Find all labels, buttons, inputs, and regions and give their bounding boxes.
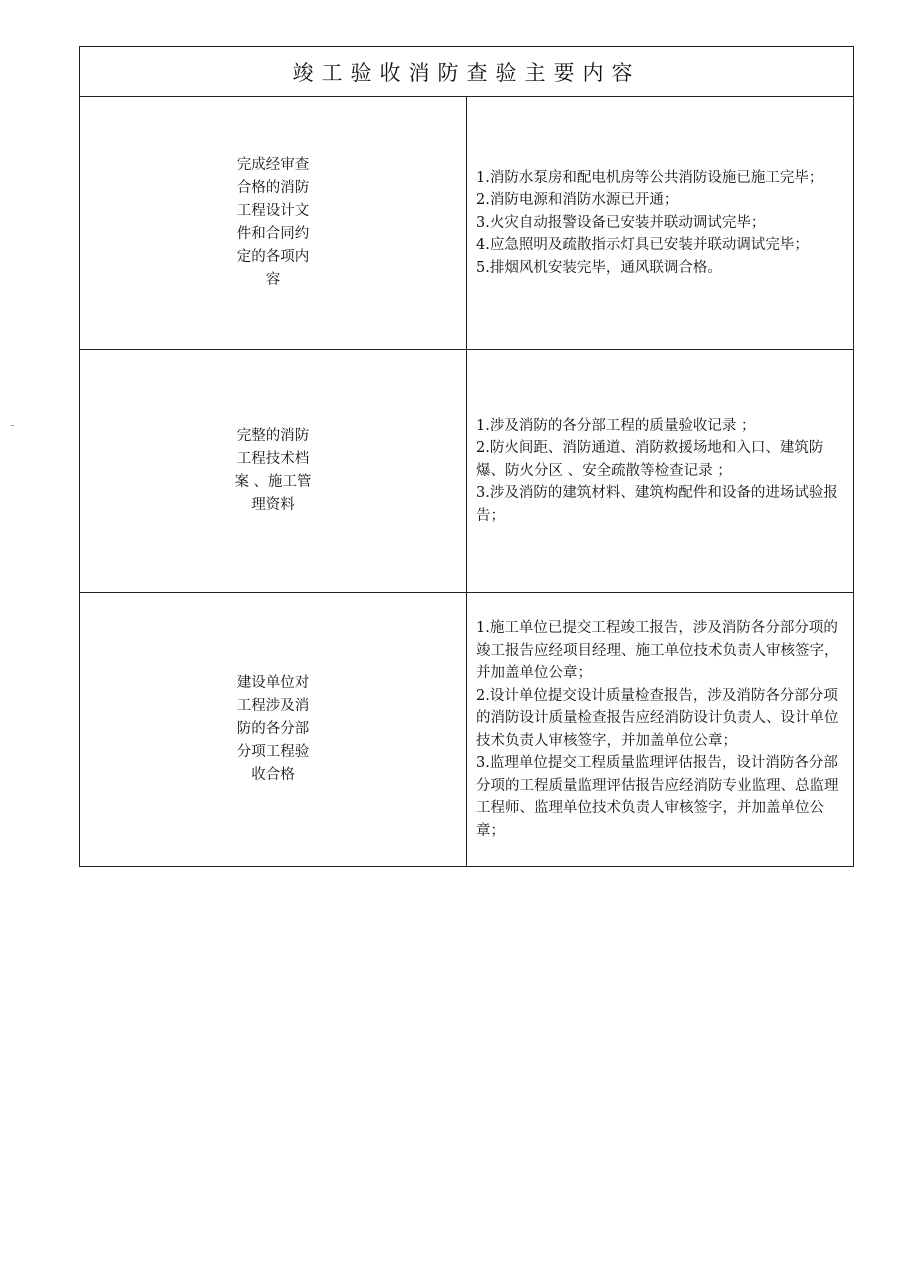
title-cell [80, 47, 854, 97]
row-content-cell [467, 350, 854, 593]
inspection-table [79, 46, 854, 867]
list-item: 4.应急照明及疏散指示灯具已安装并联动调试完毕； [476, 237, 809, 254]
row-label: 完成经审查合格的消防工程设计文件和合同约定的各项内容 [236, 157, 310, 288]
list-item: 3.监理单位提交工程质量监理评估报告，设计消防各分部分项的工程质量监理评估报告应经消防专业监理、总监理工程师、监理单位技术负责人审核签字，并加盖单位公章； [476, 755, 839, 839]
document-title: 竣工验收消防查验主要内容 [292, 60, 641, 85]
list-item: 2.设计单位提交设计质量检查报告，涉及消防各分部分项的消防设计质量检查报告应经消防设计负责人、设计单位技术负责人审核签字，并加盖单位公章； [476, 687, 839, 749]
row-label: 建设单位对工程涉及消防的各分部 分项工程验收合格 [236, 675, 310, 783]
table-row [80, 97, 854, 350]
row-content-cell [467, 593, 854, 867]
table-row [80, 593, 854, 867]
list-item: 1.涉及消防的各分部工程的质量验收记录 ； [476, 417, 756, 434]
title-row [80, 47, 854, 97]
list-item: 5.排烟风机安装完毕，通风联调合格。 [476, 259, 722, 276]
margin-mark [11, 425, 14, 426]
row-content-cell [467, 97, 854, 350]
table-row [80, 350, 854, 593]
list-item: 2.消防电源和消防水源已开通； [476, 192, 679, 209]
list-item: 1.消防水泵房和配电机房等公共消防设施已施工完毕； [476, 169, 824, 186]
list-item: 1.施工单位已提交工程竣工报告，涉及消防各分部分项的竣工报告应经项目经理、施工单位技术负责人审核签字，并加盖单位公章； [476, 620, 839, 681]
row-label-cell [80, 593, 467, 867]
row-label: 完整的消防工程技术档案 、施工管理资料 [234, 428, 312, 513]
list-item: 2.防火间距、消防通道、消防救援场地和入口、建筑防爆、防火分区 、安全疏散等检查记录 ； [476, 440, 824, 479]
row-label-cell [80, 350, 467, 593]
row-label-cell [80, 97, 467, 350]
list-item: 3.火灾自动报警设备已安装并联动调试完毕； [476, 214, 766, 231]
list-item: 3.涉及消防的建筑材料、建筑构配件和设备的进场试验报告； [476, 485, 838, 524]
